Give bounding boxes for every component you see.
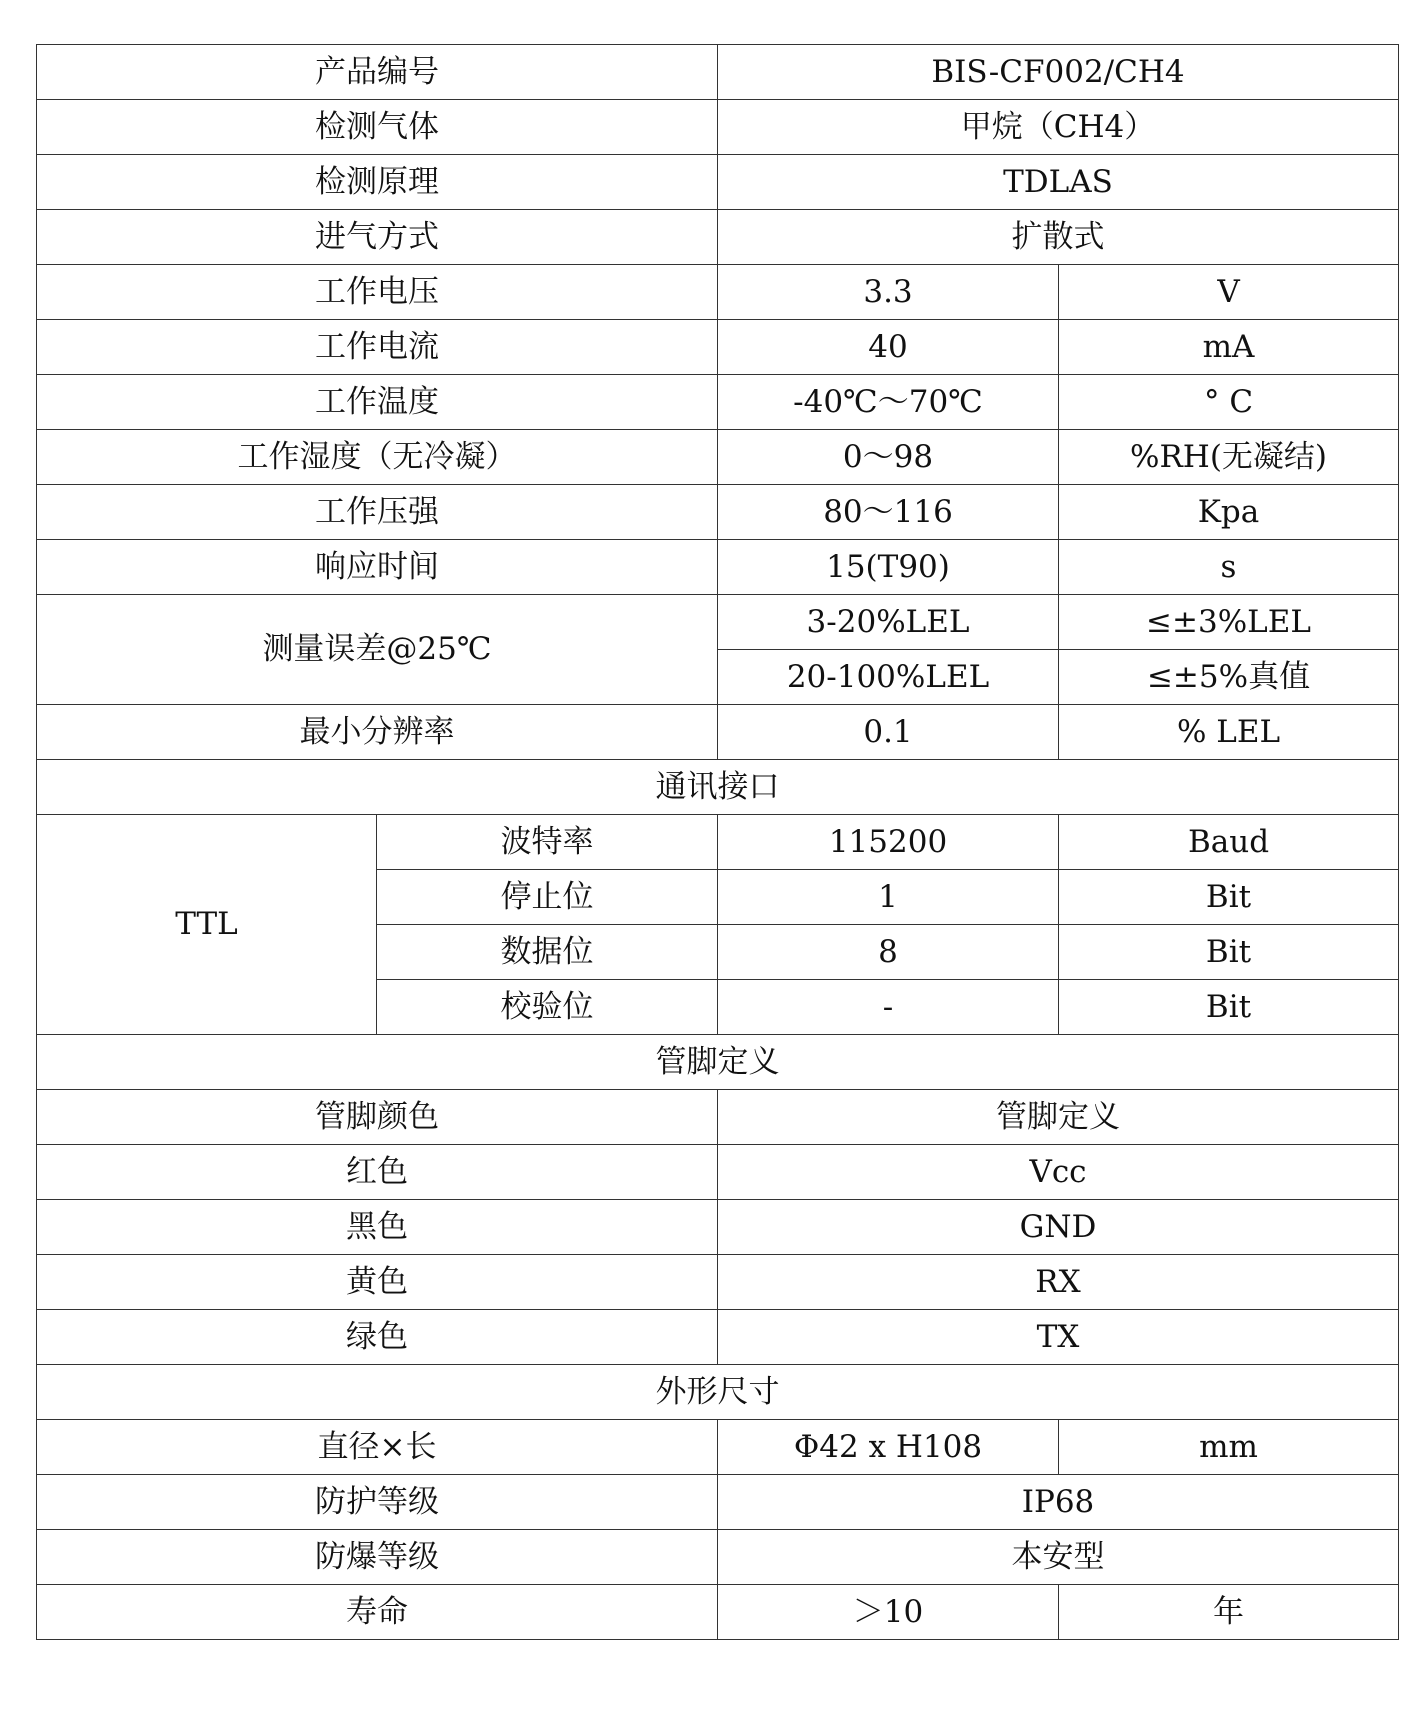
section-pins <box>37 1035 1399 1090</box>
row-voltage <box>37 265 1399 320</box>
row-current <box>37 320 1399 375</box>
unit-size: mm <box>1059 1420 1399 1475</box>
value-size: Φ42 x H108 <box>718 1420 1059 1475</box>
label-gas: 检测气体 <box>37 100 718 155</box>
pin-color: 绿色 <box>37 1310 718 1365</box>
section-header-comm: 通讯接口 <box>37 760 1399 815</box>
spec-table <box>36 44 1399 1640</box>
unit-baud: Baud <box>1059 815 1399 870</box>
value-baud: 115200 <box>718 815 1059 870</box>
label-stop: 停止位 <box>377 870 718 925</box>
row-ex <box>37 1530 1399 1585</box>
value-humidity: 0～98 <box>718 430 1059 485</box>
unit-parity: Bit <box>1059 980 1399 1035</box>
row-response <box>37 540 1399 595</box>
label-parity: 校验位 <box>377 980 718 1035</box>
row-pin <box>37 1200 1399 1255</box>
label-intake: 进气方式 <box>37 210 718 265</box>
label-voltage: 工作电压 <box>37 265 718 320</box>
unit-response: s <box>1059 540 1399 595</box>
label-ip: 防护等级 <box>37 1475 718 1530</box>
pin-def: TX <box>718 1310 1399 1365</box>
row-pin <box>37 1145 1399 1200</box>
label-product-no: 产品编号 <box>37 45 718 100</box>
label-ex: 防爆等级 <box>37 1530 718 1585</box>
value-voltage: 3.3 <box>718 265 1059 320</box>
unit-data-bits: Bit <box>1059 925 1399 980</box>
value-pressure: 80～116 <box>718 485 1059 540</box>
label-error: 测量误差@25℃ <box>37 595 718 705</box>
row-pin <box>37 1255 1399 1310</box>
value-product-no: BIS-CF002/CH4 <box>718 45 1399 100</box>
value-response: 15(T90) <box>718 540 1059 595</box>
value-error-tol-2: ≤±5%真值 <box>1059 650 1399 705</box>
pins-col-def: 管脚定义 <box>718 1090 1399 1145</box>
section-comm <box>37 760 1399 815</box>
comm-type: TTL <box>37 815 377 1035</box>
value-current: 40 <box>718 320 1059 375</box>
row-pins-header <box>37 1090 1399 1145</box>
row-size <box>37 1420 1399 1475</box>
unit-resolution: % LEL <box>1059 705 1399 760</box>
row-humidity <box>37 430 1399 485</box>
row-ip <box>37 1475 1399 1530</box>
value-error-range-1: 3-20%LEL <box>718 595 1059 650</box>
row-principle <box>37 155 1399 210</box>
row-pressure <box>37 485 1399 540</box>
pin-color: 红色 <box>37 1145 718 1200</box>
unit-voltage: V <box>1059 265 1399 320</box>
pin-def: RX <box>718 1255 1399 1310</box>
value-parity: - <box>718 980 1059 1035</box>
section-header-dims: 外形尺寸 <box>37 1365 1399 1420</box>
label-data-bits: 数据位 <box>377 925 718 980</box>
label-response: 响应时间 <box>37 540 718 595</box>
section-dims <box>37 1365 1399 1420</box>
row-product-no <box>37 45 1399 100</box>
value-intake: 扩散式 <box>718 210 1399 265</box>
label-current: 工作电流 <box>37 320 718 375</box>
row-pin <box>37 1310 1399 1365</box>
pin-color: 黄色 <box>37 1255 718 1310</box>
unit-stop: Bit <box>1059 870 1399 925</box>
row-life <box>37 1585 1399 1640</box>
row-gas <box>37 100 1399 155</box>
row-baud <box>37 815 1399 870</box>
label-humidity: 工作湿度（无冷凝） <box>37 430 718 485</box>
unit-temperature: ° C <box>1059 375 1399 430</box>
row-temperature <box>37 375 1399 430</box>
label-resolution: 最小分辨率 <box>37 705 718 760</box>
value-gas: 甲烷（CH4） <box>718 100 1399 155</box>
value-ip: IP68 <box>718 1475 1399 1530</box>
value-resolution: 0.1 <box>718 705 1059 760</box>
value-error-range-2: 20-100%LEL <box>718 650 1059 705</box>
label-size: 直径×长 <box>37 1420 718 1475</box>
value-principle: TDLAS <box>718 155 1399 210</box>
value-temperature: -40℃～70℃ <box>718 375 1059 430</box>
value-life: ＞10 <box>718 1585 1059 1640</box>
unit-pressure: Kpa <box>1059 485 1399 540</box>
label-pressure: 工作压强 <box>37 485 718 540</box>
row-resolution <box>37 705 1399 760</box>
value-data-bits: 8 <box>718 925 1059 980</box>
unit-life: 年 <box>1059 1585 1399 1640</box>
value-error-tol-1: ≤±3%LEL <box>1059 595 1399 650</box>
pins-col-color: 管脚颜色 <box>37 1090 718 1145</box>
pin-def: GND <box>718 1200 1399 1255</box>
row-error-1 <box>37 595 1399 650</box>
label-life: 寿命 <box>37 1585 718 1640</box>
row-intake <box>37 210 1399 265</box>
section-header-pins: 管脚定义 <box>37 1035 1399 1090</box>
value-stop: 1 <box>718 870 1059 925</box>
unit-humidity: %RH(无凝结) <box>1059 430 1399 485</box>
pin-def: Vcc <box>718 1145 1399 1200</box>
label-baud: 波特率 <box>377 815 718 870</box>
pin-color: 黑色 <box>37 1200 718 1255</box>
unit-current: mA <box>1059 320 1399 375</box>
value-ex: 本安型 <box>718 1530 1399 1585</box>
label-principle: 检测原理 <box>37 155 718 210</box>
label-temperature: 工作温度 <box>37 375 718 430</box>
